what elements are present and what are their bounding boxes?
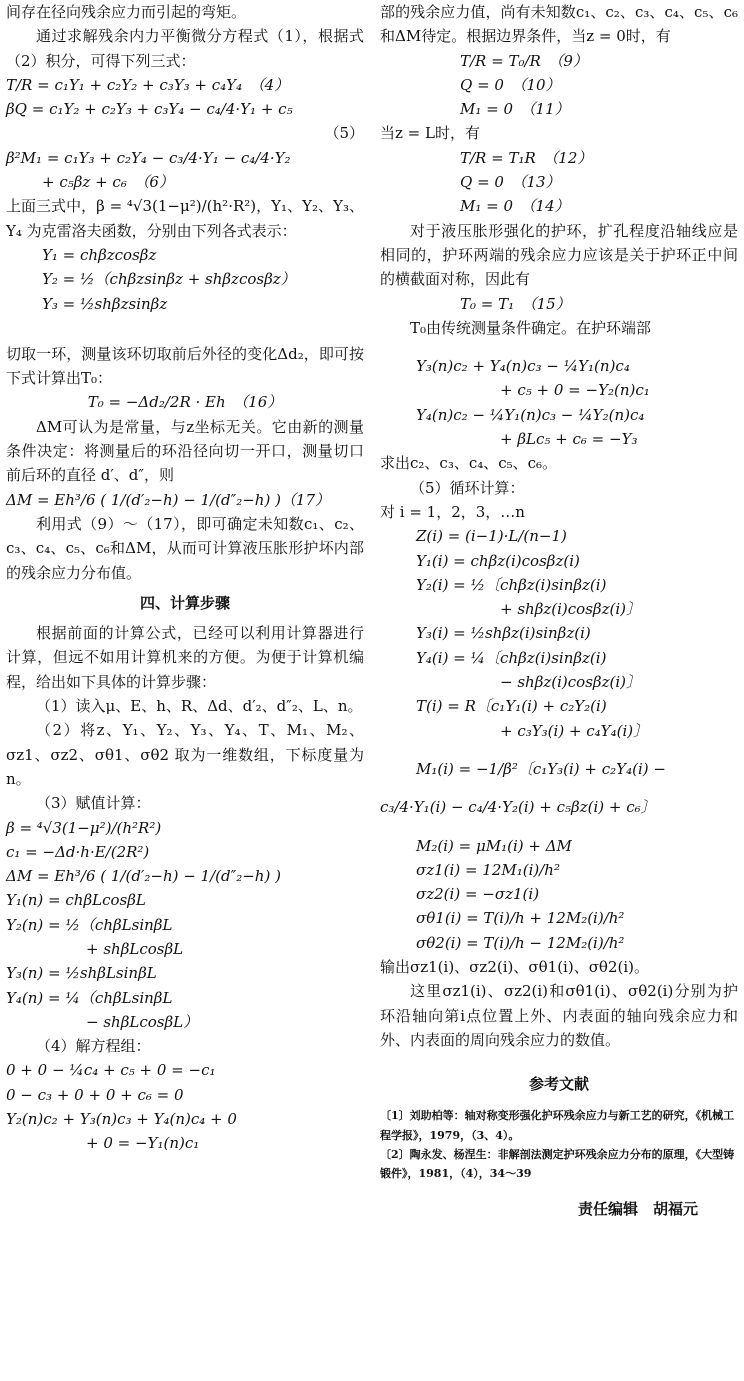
paragraph: ΔM可认为是常量，与z坐标无关。它由新的测量条件决定：将测量后的环沿径向切一开口，测量切口前后环的直径 d′、d″，则	[6, 417, 364, 485]
reference-item: 〔2〕陶永发、杨涅生：非解剖法测定护环残余应力分布的原理，《大型铸锻件》，1981，（4），34～39	[380, 1147, 735, 1181]
output-line: 输出σz1(i)、σz2(i)、σθ1(i)、σθ2(i)。	[380, 957, 650, 976]
equation-16: T₀ = −Δd₂/2R · Eh （16）	[87, 393, 283, 412]
formula-y4i-cont: − shβz(i)cosβz(i)〕	[500, 673, 641, 692]
formula-y1: Y₁ = chβzcosβz	[42, 245, 157, 264]
formula-y2: Y₂ = ½（chβzsinβz + shβzcosβz）	[42, 270, 296, 289]
paragraph: 部的残余应力值，尚有未知数c₁、c₂、c₃、c₄、c₅、c₆和ΔM待定。根据边界条件，当z = 0时，有	[380, 3, 738, 46]
formula-y1n: Y₁(n) = chβLcosβL	[6, 891, 146, 910]
system-eq-4: Y₃(n)c₂ + Y₄(n)c₃ − ¼Y₁(n)c₄	[416, 357, 630, 376]
paragraph: 上面三式中，β = ⁴√3(1−μ²)/(h²·R²)，Y₁、Y₂、Y₃、Y₄ 为克雷洛夫函数，分别由下列各式表示：	[6, 197, 364, 240]
formula-c1: c₁ = −Δd·h·E/(2R²)	[6, 842, 150, 861]
formula-m2i: M₂(i) = μM₁(i) + ΔM	[416, 836, 572, 855]
equation-17: ΔM = Eh³/6 ( 1/(d′₂−h) − 1/(d″₂−h) )（17）	[6, 490, 331, 509]
equation-4: T/R = c₁Y₁ + c₂Y₂ + c₃Y₃ + c₄Y₄ （4）	[6, 75, 290, 94]
formula-y3i: Y₃(i) = ½shβz(i)sinβz(i)	[416, 624, 591, 643]
step-5: （5）循环计算：	[410, 478, 525, 497]
paragraph: 对于液压胀形强化的护环，扩孔程度沿轴线应是相同的，护环两端的残余应力应该是关于护环正中间的横截面对称，因此有	[380, 221, 738, 289]
system-eq-4-cont: + c₅ + 0 = −Y₂(n)c₁	[500, 381, 650, 400]
formula-y2n-cont: + shβLcosβL	[86, 939, 184, 958]
paragraph: 根据前面的计算公式，已经可以利用计算器进行计算，但远不如用计算机来的方便。为便于计算机编程，给出如下具体的计算步骤：	[6, 624, 364, 691]
formula-y4n: Y₄(n) = ¼（chβLsinβL	[6, 988, 173, 1007]
formula-sz1: σz1(i) = 12M₁(i)/h²	[416, 860, 560, 879]
equation-5: βQ = c₁Y₂ + c₂Y₃ + c₃Y₄ − c₄/4·Y₁ + c₅	[6, 100, 293, 119]
equation-6-cont: + c₅βz + c₆ （6）	[42, 173, 174, 192]
formula-y4i: Y₄(i) = ¼〔chβz(i)sinβz(i)	[416, 648, 607, 667]
equation-15: T₀ = T₁ （15）	[460, 294, 571, 313]
step-1: （1）读入μ、E、h、R、Δd、d′₂、d″₂、L、n。	[36, 697, 363, 716]
responsible-editor: 责任编辑 胡福元	[577, 1200, 698, 1219]
paragraph: 利用式（9）～（17），即可确定未知数c₁、c₂、c₃、c₄、c₅、c₆和ΔM，从而可计算液压胀形护坏内部的残余应力分布值。	[6, 514, 364, 582]
references-title: 参考文献	[528, 1075, 589, 1094]
equation-11: M₁ = 0 （11）	[460, 100, 570, 119]
formula-beta: β = ⁴√3(1−μ²)/(h²R²)	[6, 818, 162, 837]
equation-10: Q = 0 （10）	[460, 75, 561, 94]
reference-item: 〔1〕刘助柏等：轴对称变形强化护环残余应力与新工艺的研究，《机械工程学报》，1979，（3、4）。	[380, 1109, 735, 1142]
formula-st1: σθ1(i) = T(i)/h + 12M₂(i)/h²	[416, 909, 625, 928]
paragraph: 切取一环，测量该环切取前后外径的变化Δd₂，即可按下式计算出T₀：	[6, 344, 364, 388]
equation-6: β²M₁ = c₁Y₃ + c₂Y₄ − c₃/4·Y₁ − c₄/4·Y₂	[6, 148, 291, 167]
system-eq-3: Y₂(n)c₂ + Y₃(n)c₃ + Y₄(n)c₄ + 0	[6, 1110, 237, 1129]
loop-header: 对 i = 1，2，3，…n	[380, 502, 525, 521]
left-column	[6, 0, 364, 1156]
system-eq-2: 0 − c₃ + 0 + 0 + c₆ = 0	[6, 1085, 184, 1104]
formula-y2i-cont: + shβz(i)cosβz(i)〕	[500, 600, 641, 619]
equation-9: T/R = T₀/R （9）	[460, 51, 588, 70]
formula-zi: Z(i) = (i−1)·L/(n−1)	[416, 527, 567, 546]
equation-13: Q = 0 （13）	[460, 173, 561, 192]
formula-ti-cont: + c₃Y₃(i) + c₄Y₄(i)〕	[500, 721, 649, 740]
paragraph: T₀由传统测量条件确定。在护环端部	[410, 318, 652, 337]
equation-number: （5）	[324, 124, 364, 143]
text-line: 求出c₂、c₃、c₄、c₅、c₆。	[380, 454, 558, 473]
step-3: （3）赋值计算：	[36, 794, 151, 813]
system-eq-5-cont: + βLc₅ + c₆ = −Y₃	[500, 430, 638, 449]
system-eq-1: 0 + 0 − ¼c₄ + c₅ + 0 = −c₁	[6, 1061, 216, 1080]
paragraph: 通过求解残余内力平衡微分方程式（1），根据式（2）积分，可得下列三式：	[6, 27, 364, 70]
equation-14: M₁ = 0 （14）	[460, 197, 570, 216]
formula-y2n: Y₂(n) = ½（chβLsinβL	[6, 915, 173, 934]
right-column	[380, 0, 738, 1237]
system-eq-3-cont: + 0 = −Y₁(n)c₁	[86, 1134, 200, 1153]
formula-m1i-cont: c₃/4·Y₁(i) − c₄/4·Y₂(i) + c₅βz(i) + c₆〕	[380, 798, 656, 817]
formula-ti: T(i) = R〔c₁Y₁(i) + c₂Y₂(i)	[416, 697, 607, 716]
formula-y1i: Y₁(i) = chβz(i)cosβz(i)	[416, 551, 580, 570]
formula-y4n-cont: − shβLcosβL）	[86, 1012, 199, 1031]
step-2: （2）将z、Y₁、Y₂、Y₃、Y₄、T、M₁、M₂、σz1、σz2、σθ1、σθ2 取为一维数组，下标度量为n。	[6, 721, 364, 788]
equation-12: T/R = T₁R （12）	[460, 148, 593, 167]
formula-delta-m: ΔM = Eh³/6 ( 1/(d′₂−h) − 1/(d″₂−h) )	[6, 867, 281, 886]
system-eq-5: Y₄(n)c₂ − ¼Y₁(n)c₃ − ¼Y₂(n)c₄	[416, 405, 645, 424]
section-title: 四、计算步骤	[139, 593, 230, 612]
formula-y3: Y₃ = ½shβzsinβz	[42, 294, 168, 313]
formula-m1i: M₁(i) = −1/β²〔c₁Y₃(i) + c₂Y₄(i) −	[416, 759, 666, 778]
step-4: （4）解方程组：	[36, 1037, 151, 1056]
formula-y3n: Y₃(n) = ½shβLsinβL	[6, 964, 157, 983]
paragraph: 这里σz1(i)、σz2(i)和σθ1(i)、σθ2(i)分别为护环沿轴向第i点位置上外、内表面的轴向残余应力和外、内表面的周向残余应力的数值。	[380, 982, 738, 1049]
formula-st2: σθ2(i) = T(i)/h − 12M₂(i)/h²	[416, 933, 625, 952]
text-line: 当z = L时，有	[380, 124, 480, 143]
formula-sz2: σz2(i) = −σz1(i)	[416, 885, 540, 904]
formula-y2i: Y₂(i) = ½〔chβz(i)sinβz(i)	[416, 575, 607, 594]
text-line: 间存在径向残余应力而引起的弯矩。	[6, 3, 247, 21]
